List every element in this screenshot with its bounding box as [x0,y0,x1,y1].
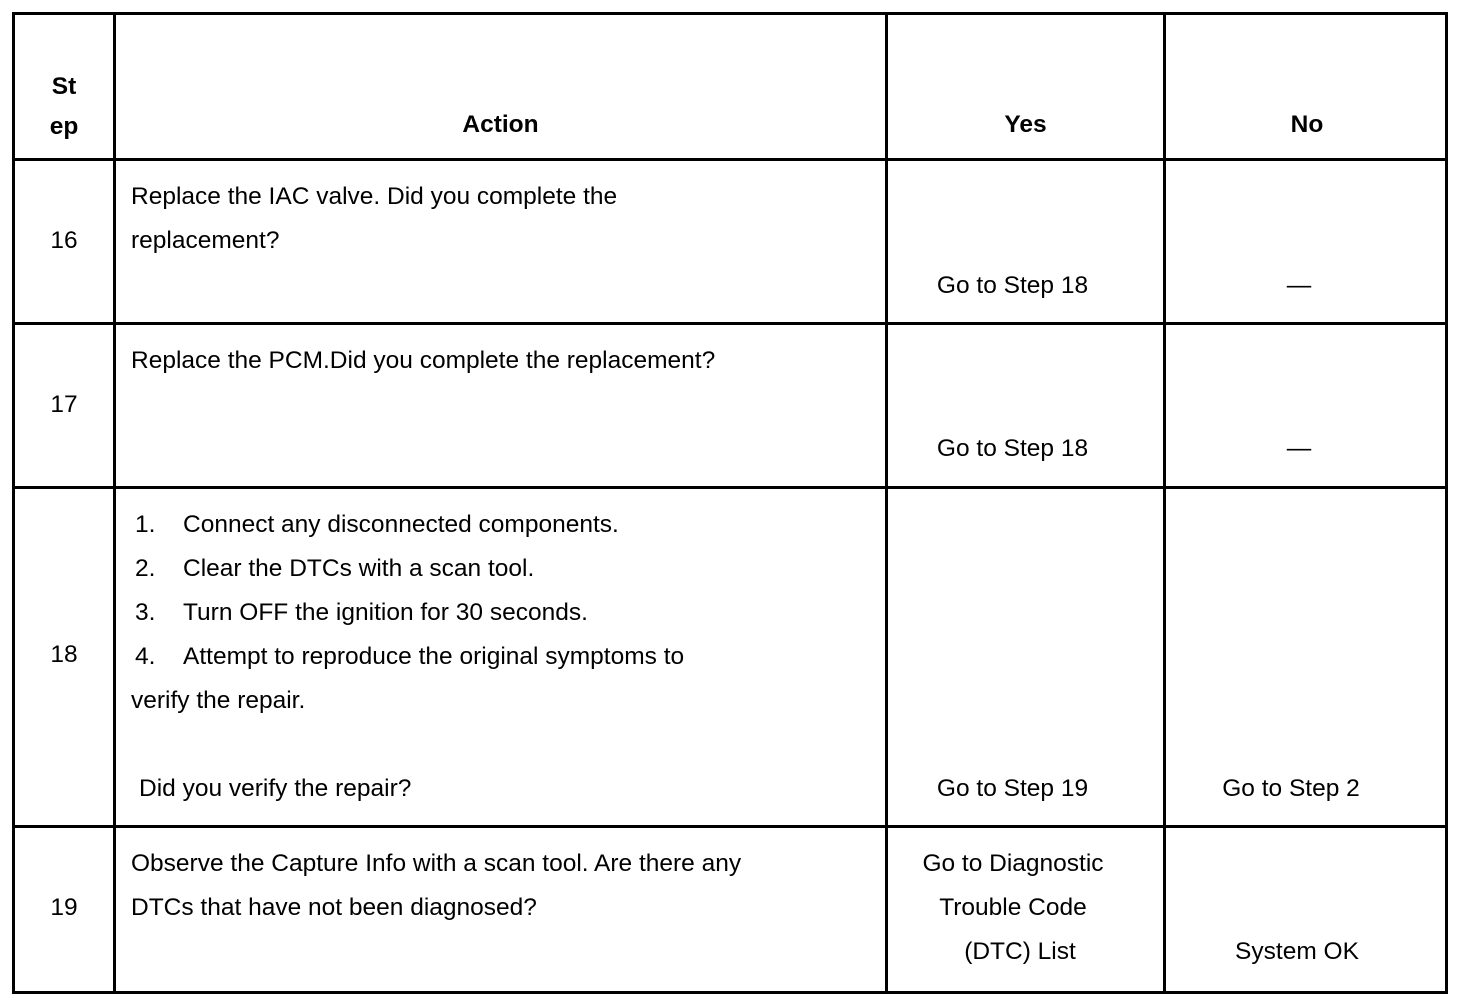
action-19 [131,842,741,930]
yes-line: (DTC) List [964,938,1076,965]
action-17 [131,339,715,383]
list-item-number: 3. [135,599,156,626]
row-divider [12,322,1448,325]
yes-16: Go to Step 18 [936,272,1089,299]
header-step-line2: ep [49,113,79,140]
list-item [131,547,684,591]
yes-18: Go to Step 19 [936,775,1089,802]
action-line: DTCs that have not been diagnosed? [131,894,537,921]
header-step [15,67,113,147]
list-continuation: verify the repair. [131,687,306,714]
no-17: — [1286,435,1312,462]
question-18: Did you verify the repair? [139,775,412,802]
header-step-line1: St [51,73,77,100]
step-number-17: 17 [50,391,78,418]
list-item-text: Turn OFF the ignition for 30 seconds. [183,599,588,626]
step-number-19: 19 [50,894,78,921]
no-19: System OK [1235,938,1359,965]
step-number-18: 18 [50,641,78,668]
no-18: Go to Step 2 [1222,775,1360,802]
list-item [131,591,684,635]
action-16 [131,175,617,263]
list-item-number: 2. [135,555,156,582]
header-action: Action [462,111,539,138]
no-16: — [1286,272,1312,299]
action-line: replacement? [131,227,280,254]
list-item-number: 1. [135,511,156,538]
action-18 [131,503,684,723]
list-item-text: Connect any disconnected components. [183,511,619,538]
diagnostic-table [12,12,1448,994]
yes-line: Trouble Code [939,894,1087,921]
yes-19 [888,842,1138,974]
action-steps-list [131,503,684,679]
row-divider [12,486,1448,489]
list-item-text: Attempt to reproduce the original symptoms to [183,643,685,670]
row-divider [12,825,1448,828]
action-line: Replace the IAC valve. Did you complete the [131,183,618,210]
list-item-text: Clear the DTCs with a scan tool. [183,555,535,582]
list-item [131,503,684,547]
yes-17: Go to Step 18 [936,435,1089,462]
step-number-16: 16 [50,227,78,254]
list-item-number: 4. [135,643,156,670]
row-divider [12,158,1448,161]
action-line: Replace the PCM.Did you complete the replacement? [131,347,716,374]
list-item [131,635,684,679]
header-no: No [1290,111,1324,138]
action-line: Observe the Capture Info with a scan tool. Are there any [131,850,742,877]
header-yes: Yes [1004,111,1047,138]
yes-line: Go to Diagnostic [922,850,1104,877]
